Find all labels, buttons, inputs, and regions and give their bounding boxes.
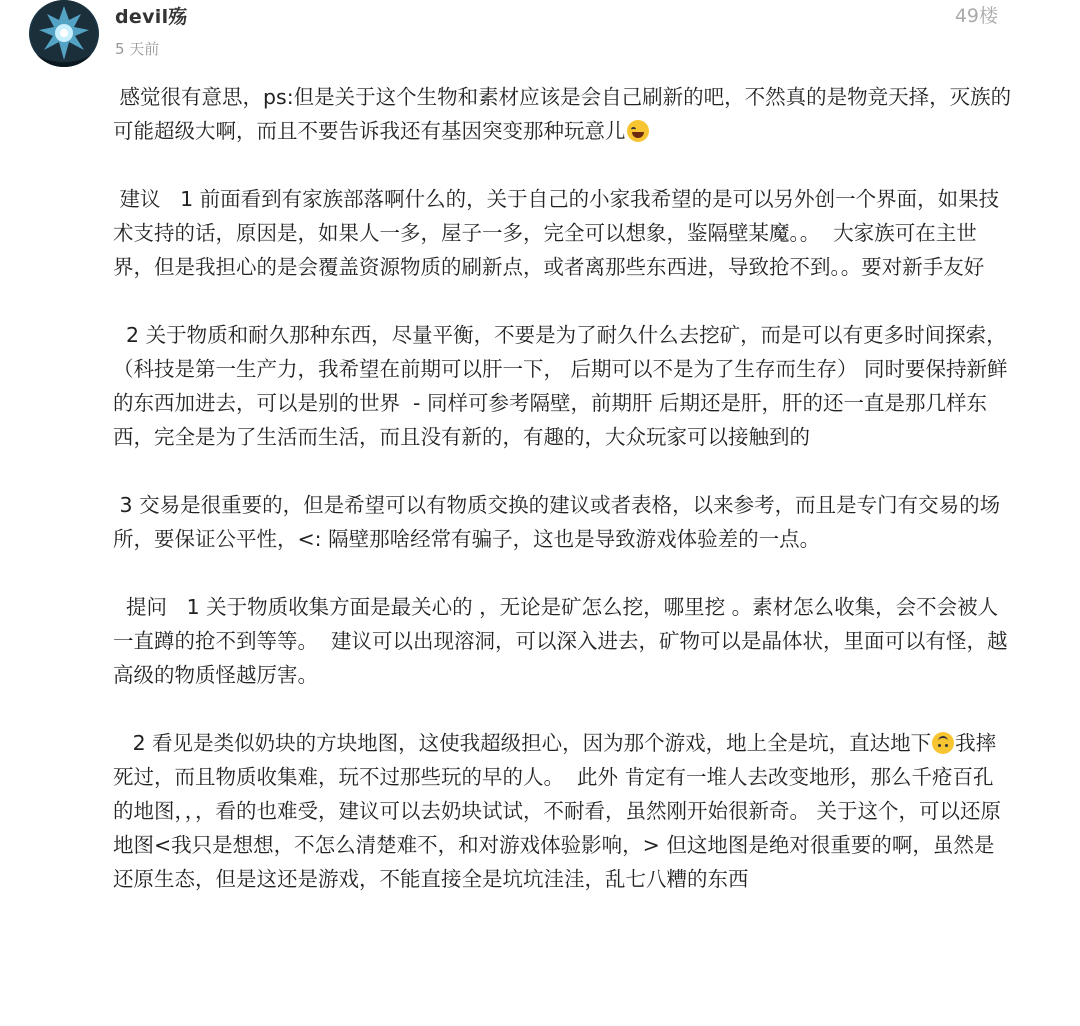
content-paragraph (113, 318, 1013, 454)
avatar[interactable] (29, 0, 99, 67)
content-paragraph (113, 590, 1013, 692)
post-time: 5 天前 (115, 40, 160, 58)
avatar-image-icon (29, 0, 99, 67)
username[interactable]: devil殇 (115, 6, 188, 28)
content-paragraph (113, 80, 1013, 148)
content-paragraph (113, 182, 1013, 284)
paragraph-text: 3 交易是很重要的，但是希望可以有物质交换的建议或者表格，以来参考，而且是专门有交易的场所，要保证公平性，<: 隔壁那啥经常有骗子，这也是导致游戏体验差的一点。 (113, 493, 1001, 551)
paragraph-text: 2 关于物质和耐久那种东西，尽量平衡，不要是为了耐久什么去挖矿，而是可以有更多时间探索，（科技是第一生产力，我希望在前期可以肝一下， 后期可以不是为了生存而生存） 同时要保持新鲜的东西加进去，可以是别的世界 - 同样可参考隔壁，前期肝 后期还是肝，肝的还一直是那几样东西，完全是为了生活而生活，而且没有新的，有趣的，大众玩家可以接触到的 (113, 323, 1008, 449)
paragraph-text: 建议 1 前面看到有家族部落啊什么的，关于自己的小家我希望的是可以另外创一个界面，如果技术支持的话，原因是，如果人一多，屋子一多，完全可以想象，鉴隔壁某魔。。 大家族可在主世界，但是我担心的是会覆盖资源物质的刷新点，或者离那些东西进，导致抢不到。。要对新手友好 (113, 187, 1000, 279)
content-paragraph (113, 726, 1013, 896)
floor-number: 49楼 (954, 5, 998, 27)
upside-down-face-icon (932, 732, 954, 754)
laughing-emoji-icon (627, 120, 649, 142)
content-paragraph (113, 488, 1013, 556)
paragraph-text: 我摔死过，而且物质收集难，玩不过那些玩的早的人。 此外 肯定有一堆人去改变地形，那么千疮百孔的地图，，，看的也难受，建议可以去奶块试试，不耐看，虽然刚开始很新奇。 关于这个，可以还原地图<我只是想想，不怎么清楚难不，和对游戏体验影响，> 但这地图是绝对很重要的啊，虽然是还原生态，但是这还是游戏，不能直接全是坑坑洼洼，乱七八糟的东西 (113, 731, 1002, 891)
post-content (113, 80, 1013, 896)
paragraph-text: 感觉很有意思，ps:但是关于这个生物和素材应该是会自己刷新的吧，不然真的是物竞天择，灭族的可能超级大啊，而且不要告诉我还有基因突变那种玩意儿 (113, 85, 1012, 143)
paragraph-text: 2 看见是类似奶块的方块地图，这使我超级担心，因为那个游戏，地上全是坑，直达地下 (113, 731, 932, 755)
paragraph-text: 提问 1 关于物质收集方面是最关心的 ，无论是矿怎么挖，哪里挖 。素材怎么收集，会不会被人一直蹲的抢不到等等。 建议可以出现溶洞，可以深入进去，矿物可以是晶体状，里面可以有怪，越高级的物质怪越厉害。 (113, 595, 1008, 687)
